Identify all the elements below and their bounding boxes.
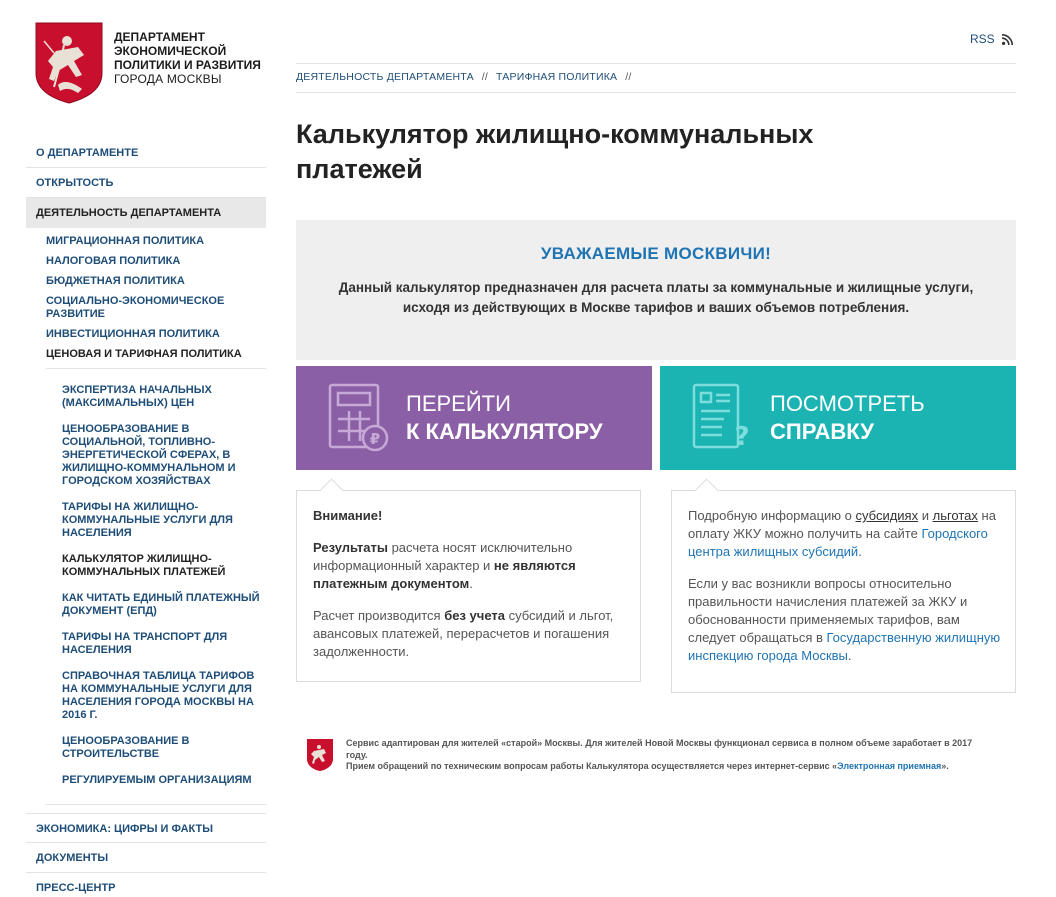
help-document-icon	[692, 383, 754, 453]
calculator-button-line1: ПЕРЕЙТИ	[406, 391, 511, 416]
nav-subsubitem-epd[interactable]: КАК ЧИТАТЬ ЕДИНЫЙ ПЛАТЕЖНЫЙ ДОКУМЕНТ (ЕПД)	[62, 592, 260, 617]
nav-item-about[interactable]: О ДЕПАРТАМЕНТЕ	[26, 138, 266, 168]
warning-results-text: Результаты	[313, 540, 388, 555]
nav-bottom-group	[26, 813, 266, 897]
warning-paragraph-2	[313, 607, 626, 661]
housing-inspection-link[interactable]: Государственную жилищную инспекцию города Москвы	[688, 630, 1001, 663]
nav-item-openness[interactable]: ОТКРЫТОСТЬ	[26, 168, 266, 198]
info-text: .	[858, 544, 862, 559]
help-button-line1: ПОСМОТРЕТЬ	[770, 391, 925, 416]
view-help-button[interactable]	[660, 366, 1016, 470]
nav-subitem-migration[interactable]: МИГРАЦИОННАЯ ПОЛИТИКА	[46, 235, 205, 247]
warning-heading: Внимание!	[313, 508, 383, 523]
warning-without-text: без учета	[444, 608, 505, 623]
nav-subsubitem-construction[interactable]: ЦЕНООБРАЗОВАНИЕ В СТРОИТЕЛЬСТВЕ	[62, 735, 190, 760]
page-title: Калькулятор жилищно-коммунальных платежей	[296, 119, 814, 184]
warning-not-payment-text: не являются платежным документом	[313, 558, 576, 591]
breadcrumb-tariff-policy[interactable]: ТАРИФНАЯ ПОЛИТИКА	[496, 71, 618, 83]
nav-subsubitem-regulated[interactable]: РЕГУЛИРУЕМЫМ ОРГАНИЗАЦИЯМ	[62, 774, 252, 786]
reference-info-box	[671, 490, 1016, 693]
help-button-label	[770, 390, 925, 446]
nav-item-economy[interactable]: ЭКОНОМИКА: ЦИФРЫ И ФАКТЫ	[26, 813, 266, 843]
nav-subsubitem-pricing-social[interactable]: ЦЕНООБРАЗОВАНИЕ В СОЦИАЛЬНОЙ, ТОПЛИВНО-ЭНЕРГЕТИЧЕСКОЙ СФЕРАХ, В ЖИЛИЩНО-КОММУНАЛЬНОМ И ГОРОДСКОМ ХОЗЯЙСТВАХ	[62, 423, 236, 487]
nav-subitem-socioeconomic[interactable]: СОЦИАЛЬНО-ЭКОНОМИЧЕСКОЕ РАЗВИТИЕ	[46, 295, 225, 320]
breadcrumb-separator: //	[481, 71, 489, 83]
nav-subsubmenu	[26, 369, 266, 804]
nav-item-press[interactable]: ПРЕСС-ЦЕНТР	[26, 873, 266, 897]
e-reception-link[interactable]: Электронная приемная	[837, 761, 942, 771]
sidebar-nav	[26, 138, 266, 897]
department-name-line4: ГОРОДА МОСКВЫ	[114, 72, 222, 86]
footer-text	[346, 738, 996, 773]
footer-text-segment: ».	[941, 761, 949, 771]
nav-submenu	[26, 228, 266, 361]
department-name-line2: ЭКОНОМИЧЕСКОЙ	[114, 44, 227, 58]
notice-heading: УВАЖАЕМЫЕ МОСКВИЧИ!	[540, 244, 772, 263]
department-name-line3: ПОЛИТИКИ И РАЗВИТИЯ	[114, 58, 261, 72]
warning-text: расчета носят исключительно информационный характер и	[313, 540, 573, 573]
info-text: .	[847, 648, 852, 663]
footer-line-2	[346, 761, 996, 773]
calculator-button-line2: К КАЛЬКУЛЯТОРУ	[406, 419, 603, 444]
go-to-calculator-button[interactable]	[296, 366, 652, 470]
subsidy-center-link[interactable]: Городского центра жилищных субсидий	[688, 526, 988, 559]
department-name-line1: ДЕПАРТАМЕНТ	[114, 30, 205, 44]
info-paragraph-2	[688, 575, 1001, 665]
breadcrumb-separator: //	[625, 71, 632, 83]
moscow-coat-of-arms-icon	[34, 21, 104, 104]
notice-panel	[296, 220, 1016, 360]
footer-text-segment: Прием обращений по техническим вопросам работы Калькулятора осуществляется через интернет-сервис «	[346, 761, 838, 771]
info-text: Подробную информацию о	[688, 508, 856, 523]
nav-subsubitem-calculator[interactable]: КАЛЬКУЛЯТОР ЖИЛИЩНО-КОММУНАЛЬНЫХ ПЛАТЕЖЕЙ	[62, 553, 226, 578]
benefits-link[interactable]: льготах	[932, 508, 978, 523]
breadcrumb-divider	[296, 92, 1016, 93]
help-button-line2: СПРАВКУ	[770, 419, 874, 444]
info-text: Если у вас возникли вопросы относительно правильности начисления платежей за ЖКУ и обоснованности применяемых тарифов, вам следует обращаться в	[688, 576, 968, 645]
department-name	[114, 30, 261, 104]
calculator-icon	[328, 383, 390, 453]
rss-label: RSS	[970, 32, 995, 46]
breadcrumb-activity[interactable]: ДЕЯТЕЛЬНОСТЬ ДЕПАРТАМЕНТА	[296, 71, 474, 83]
warning-box	[296, 490, 641, 682]
notice-text: Данный калькулятор предназначен для расчета платы за коммунальные и жилищные услуги, исходя из действующих в Москве тарифов и ваших объемов потребления.	[338, 280, 974, 315]
warning-text: субсидий и льгот, авансовых платежей, перерасчетов и погашения задолженности.	[313, 608, 614, 659]
moscow-coat-of-arms-icon	[306, 738, 334, 772]
svg-text:₽: ₽	[369, 430, 381, 448]
nav-subsubitem-transport[interactable]: ТАРИФЫ НА ТРАНСПОРТ ДЛЯ НАСЕЛЕНИЯ	[62, 631, 228, 656]
warning-text: Расчет производится	[313, 608, 445, 623]
nav-subitem-investment[interactable]: ИНВЕСТИЦИОННАЯ ПОЛИТИКА	[46, 328, 220, 340]
nav-subsubitem-reference-table[interactable]: СПРАВОЧНАЯ ТАБЛИЦА ТАРИФОВ НА КОММУНАЛЬНЫЕ УСЛУГИ ДЛЯ НАСЕЛЕНИЯ ГОРОДА МОСКВЫ НА 2016 Г.	[62, 670, 255, 721]
nav-subsubitem-housing-tariffs[interactable]: ТАРИФЫ НА ЖИЛИЩНО-КОММУНАЛЬНЫЕ УСЛУГИ ДЛЯ НАСЕЛЕНИЯ	[62, 501, 233, 539]
nav-subsubitem-expertise[interactable]: ЭКСПЕРТИЗА НАЧАЛЬНЫХ (МАКСИМАЛЬНЫХ) ЦЕН	[62, 384, 212, 409]
subsidies-link[interactable]: субсидиях	[855, 508, 919, 523]
header-divider	[296, 63, 1016, 64]
nav-subitem-tax[interactable]: НАЛОГОВАЯ ПОЛИТИКА	[46, 255, 181, 267]
info-paragraph-1	[688, 507, 1001, 561]
nav-divider	[46, 804, 266, 805]
nav-subitem-budget[interactable]: БЮДЖЕТНАЯ ПОЛИТИКА	[46, 275, 185, 287]
breadcrumb	[296, 71, 631, 83]
warning-paragraph-1	[313, 539, 626, 593]
calculator-button-label	[406, 390, 603, 446]
info-text: на оплату ЖКУ можно получить на сайте	[688, 508, 996, 541]
site-logo[interactable]	[34, 21, 261, 104]
svg-text:?: ?	[734, 422, 750, 452]
rss-icon	[1002, 34, 1013, 45]
footer-note	[306, 738, 996, 773]
info-text: и	[918, 508, 933, 523]
nav-item-activity[interactable]: ДЕЯТЕЛЬНОСТЬ ДЕПАРТАМЕНТА	[26, 198, 266, 228]
nav-item-documents[interactable]: ДОКУМЕНТЫ	[26, 843, 266, 873]
footer-line-1: Сервис адаптирован для жителей «старой» Москвы. Для жителей Новой Москвы функционал сервиса в полном объеме заработает в 2017 году.	[346, 738, 973, 760]
warning-text: .	[469, 576, 473, 591]
nav-subitem-tariff[interactable]: ЦЕНОВАЯ И ТАРИФНАЯ ПОЛИТИКА	[46, 348, 242, 360]
rss-link[interactable]	[970, 32, 1013, 46]
